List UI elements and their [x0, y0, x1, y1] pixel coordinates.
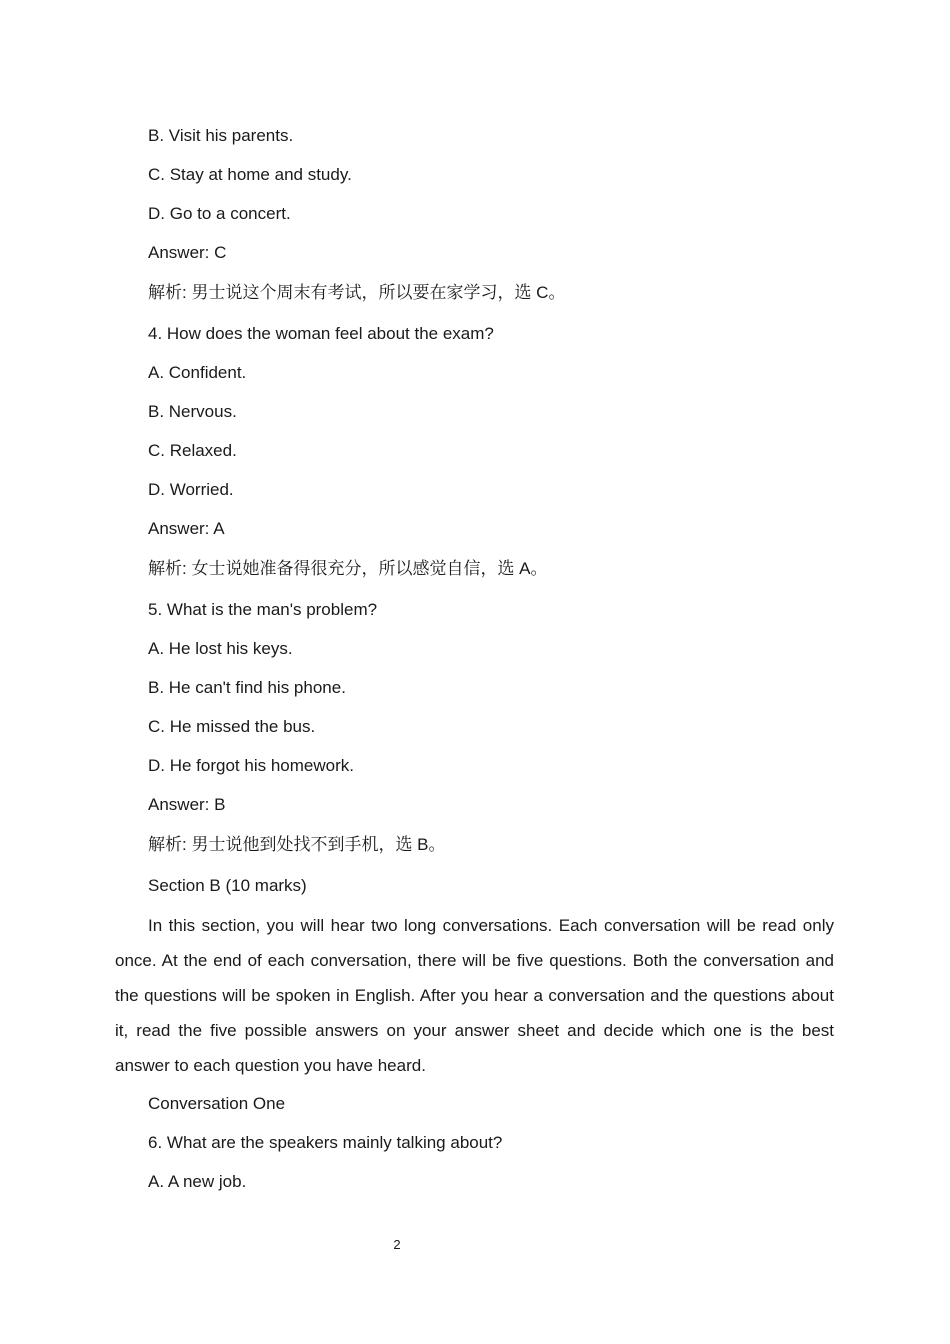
answer-5: Answer: B — [148, 795, 226, 814]
explanation-3: 解析: 男士说这个周末有考试，所以要在家学习，选 C。 — [148, 283, 566, 302]
answer-3: Answer: C — [148, 243, 227, 262]
option-3d: D. Go to a concert. — [148, 204, 291, 223]
question-4: 4. How does the woman feel about the exam? — [148, 324, 494, 343]
option-4a: A. Confident. — [148, 363, 247, 382]
section-b-instructions: In this section, you will hear two long conversations. Each conversation will be read only once. At the end of each conversation, there will be five questions. Both the conversation and the questions will be spoken in English. After you hear a conversation and the questions about it, read the five possible answers on your answer sheet and decide which one is the best answer to each question you have heard. — [115, 916, 834, 1075]
option-5a: A. He lost his keys. — [148, 639, 293, 658]
option-5c: C. He missed the bus. — [148, 717, 316, 736]
question-6: 6. What are the speakers mainly talking about? — [148, 1133, 503, 1152]
option-5d: D. He forgot his homework. — [148, 756, 354, 775]
option-6a: A. A new job. — [148, 1172, 247, 1191]
option-5b: B. He can't find his phone. — [148, 678, 346, 697]
option-4b: B. Nervous. — [148, 402, 237, 421]
explanation-5: 解析: 男士说他到处找不到手机，选 B。 — [148, 835, 446, 854]
explanation-4: 解析: 女士说她准备得很充分，所以感觉自信，选 A。 — [148, 559, 548, 578]
option-3b: B. Visit his parents. — [148, 126, 294, 145]
option-3c: C. Stay at home and study. — [148, 165, 352, 184]
conversation-one-heading: Conversation One — [148, 1094, 286, 1113]
section-b-heading: Section B (10 marks) — [148, 876, 307, 895]
option-4d: D. Worried. — [148, 480, 234, 499]
answer-4: Answer: A — [148, 519, 225, 538]
page-number: 2 — [393, 1237, 401, 1252]
question-5: 5. What is the man's problem? — [148, 600, 378, 619]
option-4c: C. Relaxed. — [148, 441, 237, 460]
